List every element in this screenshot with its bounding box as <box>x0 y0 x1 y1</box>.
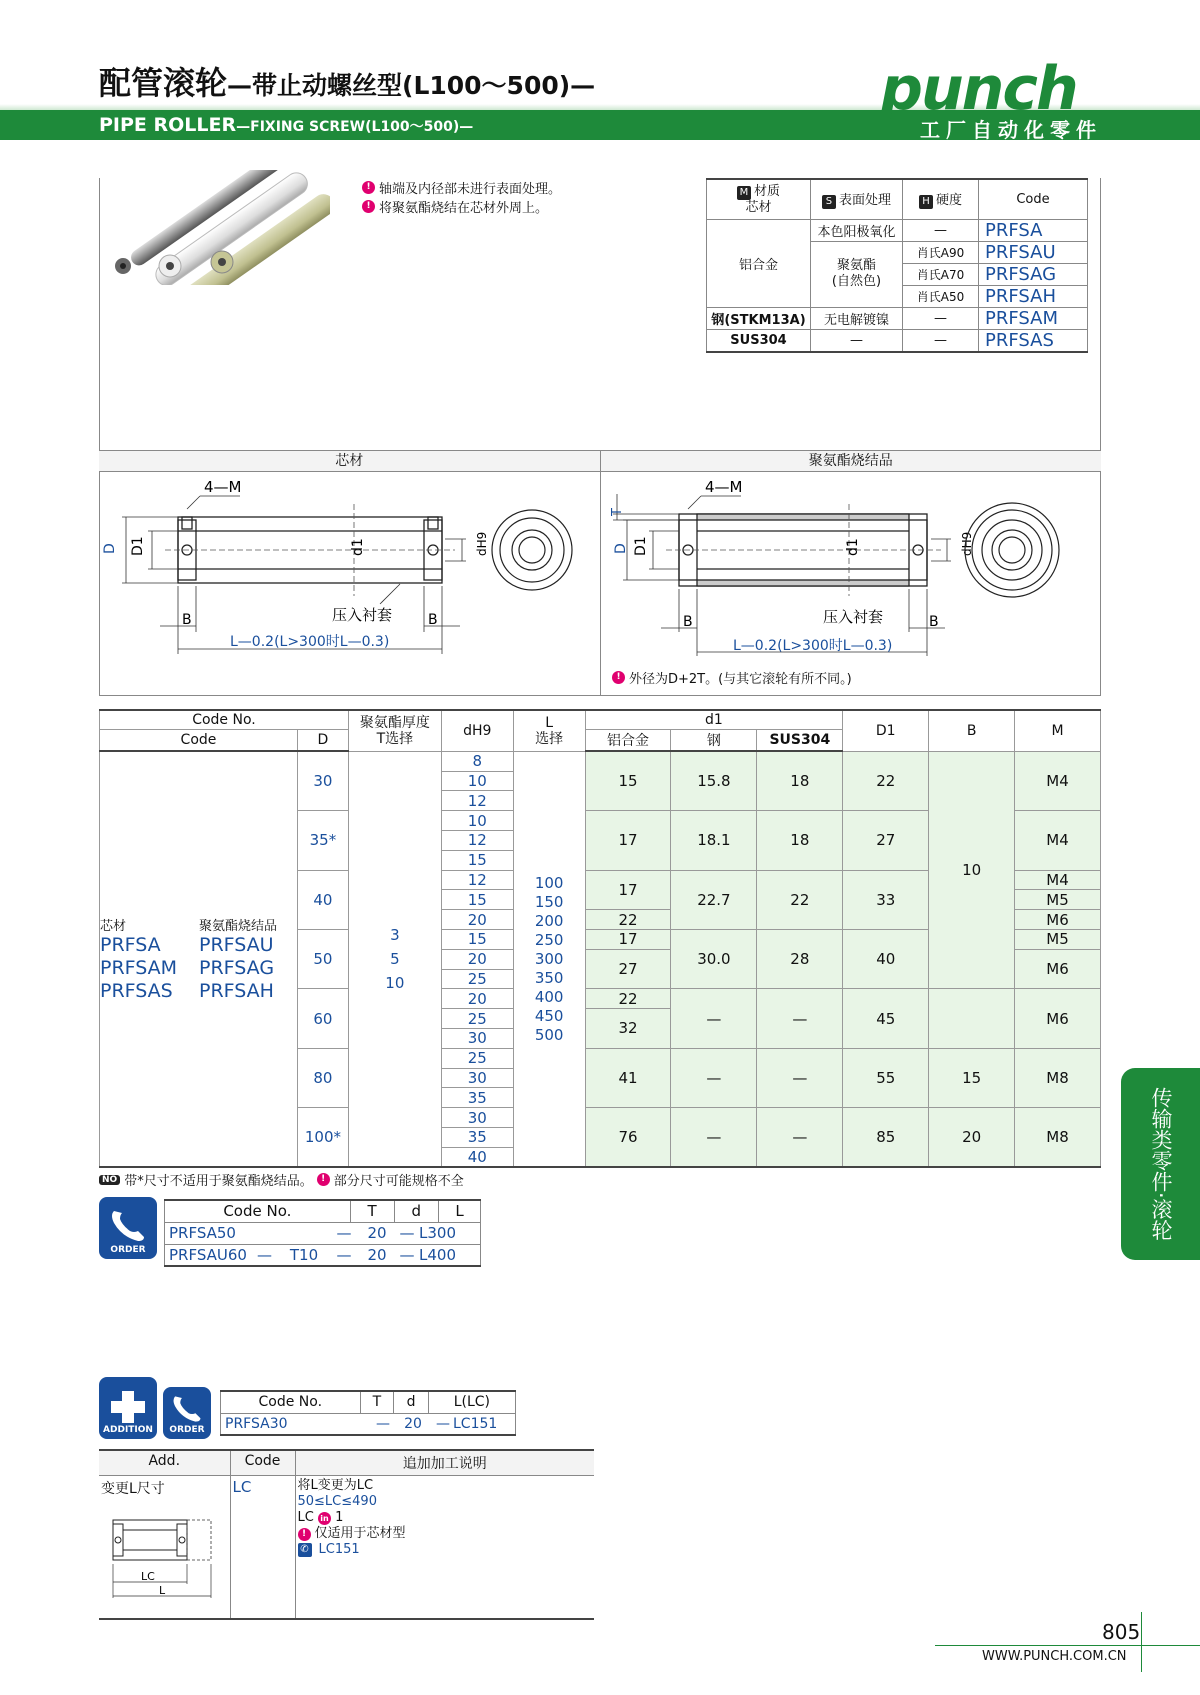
order-row: PRFSAU60 — T10 — 20 — L400 <box>165 1244 481 1266</box>
label-b-right: B <box>428 612 438 628</box>
order-row: PRFSA30 — 20 — LC151 <box>221 1413 516 1435</box>
header-b: B <box>929 710 1015 751</box>
label-press-bushing: 压入衬套 <box>332 606 393 624</box>
footer-line <box>935 1645 1200 1646</box>
addition-table <box>99 1449 594 1620</box>
header-d1-al: 铝合金 <box>585 730 671 752</box>
page-title <box>99 58 595 104</box>
no-icon: NO <box>99 1175 120 1185</box>
header-d1-steel: 钢 <box>671 730 757 752</box>
core-drawing <box>100 474 598 664</box>
warning-icon: ! <box>317 1173 330 1186</box>
d-80: 80 <box>297 1048 348 1107</box>
d-50: 50 <box>297 929 348 988</box>
label-d1-inner: d1 <box>845 538 861 556</box>
header-code-no: Code No. <box>100 710 349 730</box>
label-4m: 4—M <box>705 478 743 496</box>
lc-drawing <box>101 1508 225 1608</box>
label-d-outer: D <box>102 543 118 554</box>
l-values-cell: 100 150 200 250 300 350 400 450 500 <box>513 751 585 1167</box>
header-l: L 选择 <box>513 710 585 751</box>
code-prfsam: PRFSAM <box>100 957 178 980</box>
header-D: D <box>297 730 348 752</box>
material-header: M 材质 芯材 <box>707 179 811 219</box>
d-60: 60 <box>297 989 348 1048</box>
footer-vline <box>1141 1612 1142 1672</box>
header-d1: d1 <box>585 710 843 730</box>
svg-text:L: L <box>159 1584 166 1597</box>
title-sub: —带止动螺丝型(L100～500)— <box>227 71 596 100</box>
website-url[interactable]: WWW.PUNCH.COM.CN <box>982 1649 1127 1664</box>
surface-header: S 表面处理 <box>811 179 903 219</box>
header-desc: 追加加工说明 <box>295 1450 594 1476</box>
header-add: Add. <box>99 1450 230 1476</box>
spec-table: Code No. 聚氨酯厚度 T选择 dH9 L 选择 d1 D1 B M Code D 铝合金 钢 SUS304 芯材 聚氨酯烧结品 PRFSA PRFSAM PRFSAS PRFSAU PRFSAG PRFSAH 30 3 5 10 8 100 150 200 250 300 350 400 450 500 15 15.8 18 22 10 M4 10 12 35* 10 17 18.1 18 27 M4 12 15 40 12 17 22.7 22 33 M4 15 M5 20 22 M6 50 15 17 30.0 28 40 M5 20 27 M6 25 60 20 22 — — 45 M6 25 32 30 80 25 41 — — 55 15 M8 30 35 100* 30 76 — — 85 20 M8 35 40 <box>99 709 1101 1168</box>
material-icon: M <box>737 186 751 200</box>
logo-subtitle: 工厂自动化零件 <box>920 118 1102 142</box>
label-b-left: B <box>683 614 693 630</box>
page-title-en <box>99 114 473 136</box>
phone-icon <box>108 1207 148 1245</box>
warning-icon: ! <box>362 181 375 194</box>
surface-anodize: 本色阳极氧化 <box>811 219 903 241</box>
label-d-outer: D <box>613 543 629 554</box>
addition-icon: ADDITION <box>99 1377 157 1439</box>
code-prfsas: PRFSAS <box>100 980 173 1003</box>
surface-pu: 聚氨酯 (自然色) <box>811 241 903 307</box>
code-header: Code <box>979 179 1088 219</box>
code-prfsau: PRFSAU <box>979 241 1088 263</box>
order-row: PRFSA50 — 20 — L300 <box>165 1222 481 1244</box>
header-code: Code <box>230 1450 295 1476</box>
table-footnote: NO 带*尺寸不适用于聚氨酯烧结品。 ! 部分尺寸可能规格不全 <box>99 1166 1101 1189</box>
add-code: LC <box>230 1476 295 1619</box>
core-label: 芯材 <box>100 919 127 935</box>
title-en-main: PIPE ROLLER <box>99 114 237 136</box>
material-al: 铝合金 <box>707 219 811 307</box>
header-dh9: dH9 <box>441 710 513 751</box>
order-icon: ORDER <box>99 1197 157 1259</box>
note-item: ! 轴端及内径部未进行表面处理。 <box>362 178 561 197</box>
svg-text:LC: LC <box>141 1570 155 1583</box>
order-icon: ORDER <box>163 1387 211 1439</box>
notes-list <box>362 178 561 216</box>
title-main: 配管滚轮 <box>99 64 228 102</box>
label-length: L—0.2(L>300时L—0.3) <box>733 638 893 654</box>
material-table: M 材质 芯材 S 表面处理 H 硬度 Code 铝合金 本色阳极氧化 — PRFSA 聚氨酯 (自然色) 肖氏A90 PRFSAU 肖氏A70 PRFSAG 肖氏A50 PRFSAH 钢(STKM13A) 无电解镀镍 — PRFSAM SUS304 — — PRFSAS <box>706 178 1088 353</box>
label-t: T <box>610 508 625 516</box>
t-values-cell: 3 5 10 <box>348 751 441 1167</box>
addition-order-table: Code No. T d L(LC) PRFSA30 — 20 — LC151 <box>220 1390 516 1436</box>
label-b-right: B <box>929 614 939 630</box>
header-t: 聚氨酯厚度 T选择 <box>348 710 441 751</box>
surface-icon: S <box>822 195 836 209</box>
code-prfsag: PRFSAG <box>979 263 1088 285</box>
phone-icon: ✆ <box>298 1543 312 1557</box>
label-d1-outer: D1 <box>633 536 649 556</box>
d-35: 35* <box>297 811 348 870</box>
header-code: Code <box>100 730 298 752</box>
warning-icon: ! <box>298 1528 311 1541</box>
material-steel: 钢(STKM13A) <box>707 307 811 329</box>
label-4m: 4—M <box>204 478 242 496</box>
label-d1-outer: D1 <box>130 536 146 556</box>
label-press-bushing: 压入衬套 <box>823 608 884 626</box>
d-40: 40 <box>297 870 348 929</box>
title-en-sub: —FIXING SCREW(L100～500)— <box>236 119 474 135</box>
add-name-cell: 变更L尺寸 LC L <box>99 1476 230 1619</box>
code-prfsas: PRFSAS <box>979 329 1088 352</box>
hardness-icon: H <box>919 195 933 209</box>
header-D1: D1 <box>843 710 929 751</box>
header-d1-sus: SUS304 <box>757 730 843 752</box>
code-prfsah: PRFSAH <box>979 285 1088 307</box>
label-length: L—0.2(L>300时L—0.3) <box>230 634 390 650</box>
hardness-header: H 硬度 <box>903 179 979 219</box>
code-prfsag: PRFSAG <box>199 957 275 980</box>
material-sus: SUS304 <box>707 329 811 352</box>
label-dh9: dH9 <box>960 531 974 556</box>
increment-icon: in <box>318 1512 331 1525</box>
plus-icon <box>109 1389 147 1425</box>
header-m: M <box>1015 710 1101 751</box>
core-drawing-title: 芯材 <box>99 451 601 471</box>
warning-icon: ! <box>362 200 375 213</box>
page-number: 805 <box>1102 1620 1141 1644</box>
d-30: 30 <box>297 751 348 810</box>
pu-drawing-title: 聚氨酯烧结品 <box>808 453 893 469</box>
code-list-cell <box>100 751 298 1167</box>
note-item: ! 将聚氨酯烧结在芯材外周上。 <box>362 197 561 216</box>
category-side-tab[interactable]: 传输类零件·滚轮 <box>1121 1068 1200 1260</box>
label-dh9: dH9 <box>475 531 489 556</box>
code-prfsa: PRFSA <box>979 219 1088 241</box>
order-example-table: Code No. T d L PRFSA50 — 20 — L300 PRFSAU60 — T10 — 20 — L400 <box>164 1199 481 1267</box>
code-prfsau: PRFSAU <box>199 934 274 957</box>
pu-label: 聚氨酯烧结品 <box>199 919 278 935</box>
code-prfsa: PRFSA <box>100 934 161 957</box>
label-d1-inner: d1 <box>350 538 366 556</box>
pu-drawing-note: ! 外径为D+2T。(与其它滚轮有所不同。) <box>612 668 852 687</box>
punch-logo: punch <box>880 54 1077 124</box>
phone-icon <box>170 1393 204 1425</box>
roller-product-image <box>110 170 330 285</box>
code-prfsam: PRFSAM <box>979 307 1088 329</box>
label-b-left: B <box>182 612 192 628</box>
warning-icon: ! <box>612 671 625 684</box>
add-desc-cell: 将L变更为LC 50≤LC≤490 LC in 1 ! 仅适用于芯材型 ✆ LC151 <box>297 1478 406 1557</box>
pu-drawing <box>601 474 1099 664</box>
code-prfsah: PRFSAH <box>199 980 274 1003</box>
d-100: 100* <box>297 1108 348 1167</box>
